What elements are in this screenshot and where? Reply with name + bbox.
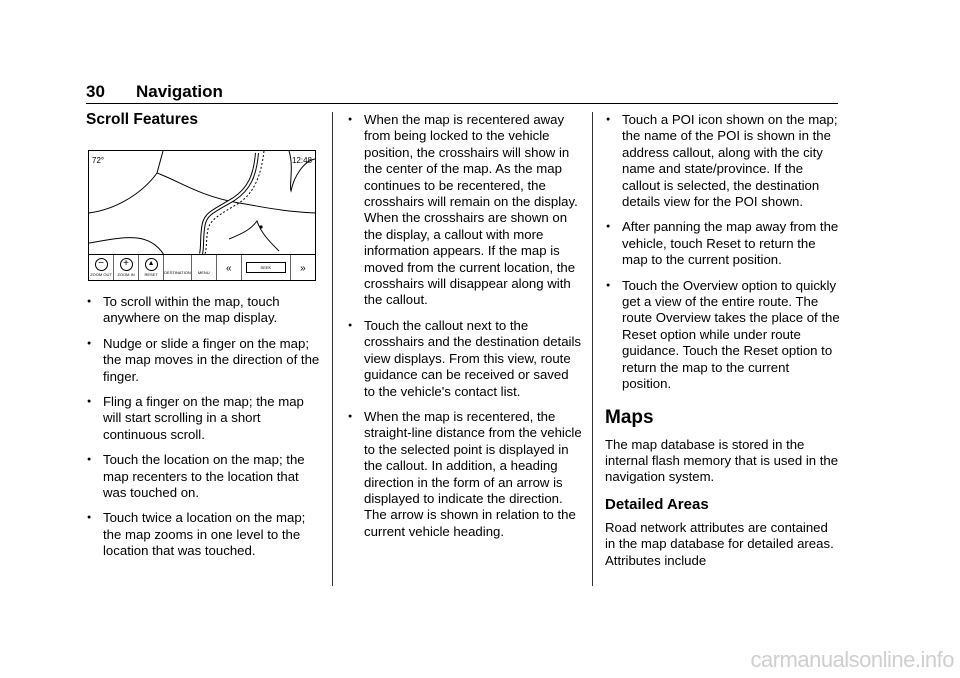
- plus-icon: +: [120, 258, 133, 271]
- zoom-out-button[interactable]: − ZOOM OUT: [89, 255, 114, 280]
- vehicle-icon: ▲: [145, 258, 158, 271]
- list-item: ● When the map is recentered away from being locked to the vehicle position, the crosshairs will show in the center of the map. As the map continues to be recentered, the crosshairs will remain on the display. When the crosshairs are shown on the display, a callout with more information appears. If the map is moved from the current location, the crosshairs will disappear along with the callout.: [347, 112, 583, 309]
- seek-forward-button[interactable]: [291, 255, 315, 280]
- column-divider: [592, 112, 593, 586]
- reset-button[interactable]: ▲ RESET: [139, 255, 164, 280]
- temperature-readout: 72°: [92, 156, 105, 165]
- scroll-bullet-list: [86, 294, 322, 560]
- page-header: [86, 82, 223, 102]
- recenter-bullet-list: [347, 112, 583, 540]
- seek-back-icon: «: [226, 263, 232, 274]
- list-item: ● When the map is recentered, the straight-line distance from the vehicle to the selected point is displayed in the callout. In addition, a heading direction in the form of an arrow is displayed to indicate the direction. The arrow is shown in relation to the current vehicle heading.: [347, 409, 583, 540]
- scroll-features-heading: Scroll Features: [86, 111, 198, 128]
- list-item: ● Nudge or slide a finger on the map; the map moves in the direction of the finger.: [86, 336, 322, 385]
- maps-heading: Maps: [605, 406, 654, 428]
- list-item: ● To scroll within the map, touch anywhere on the map display.: [86, 294, 322, 327]
- minus-icon: −: [95, 258, 108, 271]
- seek-forward-icon: »: [300, 263, 306, 274]
- list-item: ● Touch the Overview option to quickly get a view of the entire route. The route Overview takes the place of the Reset option while under route guidance. Touch the Reset option to return the map to the current position.: [605, 278, 841, 393]
- detailed-areas-heading: Detailed Areas: [605, 495, 709, 513]
- list-item: ● After panning the map away from the vehicle, touch Reset to return the map to the current position.: [605, 219, 841, 268]
- column-2: [347, 112, 583, 549]
- zoom-in-button[interactable]: + ZOOM IN: [114, 255, 139, 280]
- seek-display: SEEK: [242, 255, 291, 280]
- maps-paragraph: The map database is stored in the internal flash memory that is used in the navigation system.: [605, 436, 839, 485]
- column-3: [605, 112, 841, 569]
- section-title: Navigation: [136, 82, 223, 101]
- detailed-areas-paragraph: Road network attributes are contained in the map database for detailed areas. Attributes include: [605, 519, 834, 568]
- list-item: ● Touch the callout next to the crosshairs and the destination details view displays. From this view, route guidance can be received or saved to the vehicle's contact list.: [347, 318, 583, 400]
- header-rule: [86, 103, 838, 104]
- list-item: ● Touch twice a location on the map; the map zooms in one level to the location that was touched.: [86, 510, 322, 559]
- clock-readout: 12:48: [291, 156, 312, 165]
- map-display-figure: [88, 150, 316, 281]
- list-item: ● Fling a finger on the map; the map will start scrolling in a short continuous scroll.: [86, 394, 322, 443]
- watermark: carmanualsonline.info: [750, 647, 954, 672]
- list-item: ● Touch the location on the map; the map recenters to the location that was touched on.: [86, 452, 322, 501]
- list-item: ● Touch a POI icon shown on the map; the name of the POI is shown in the address callout, along with the city name and state/province. If the callout is selected, the destination details view for the POI shown.: [605, 112, 841, 210]
- menu-button[interactable]: MENU: [192, 255, 217, 280]
- column-1: [86, 112, 322, 569]
- column-divider: [332, 112, 333, 586]
- map-toolbar: [89, 254, 315, 280]
- seek-back-button[interactable]: [217, 255, 242, 280]
- destination-button[interactable]: DESTINATION: [164, 255, 192, 280]
- poi-bullet-list: [605, 112, 841, 393]
- page-number: 30: [86, 82, 105, 101]
